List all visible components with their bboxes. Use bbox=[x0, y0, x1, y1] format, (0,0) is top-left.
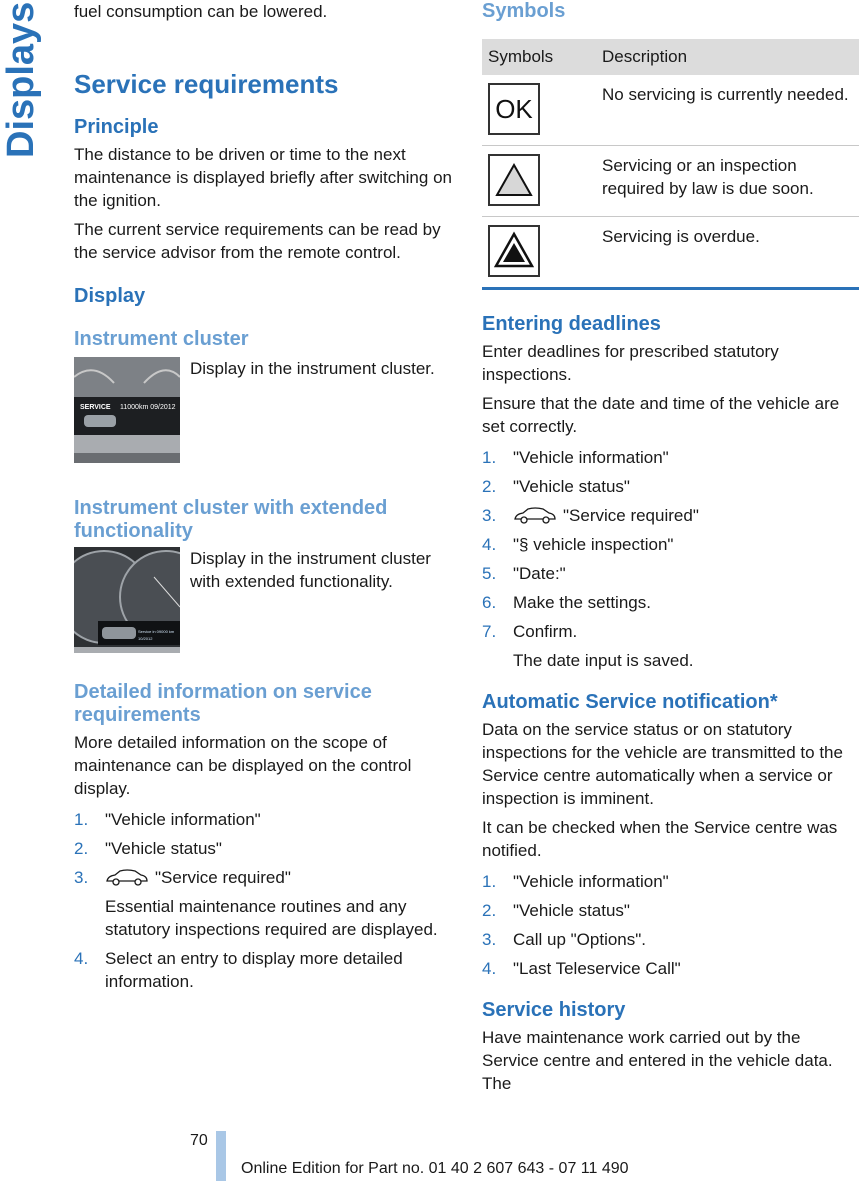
step-subtext: The date input is saved. bbox=[513, 651, 694, 670]
step-number: 3. bbox=[482, 506, 497, 525]
symbol-cell bbox=[482, 75, 596, 146]
step-number: 2. bbox=[482, 477, 497, 496]
step-text: Select an entry to display more detailed information. bbox=[105, 949, 403, 991]
table-row bbox=[482, 217, 859, 289]
step-text: Make the settings. bbox=[513, 593, 651, 612]
car-icon bbox=[105, 868, 149, 886]
cluster-service-label: SERVICE bbox=[80, 404, 111, 411]
extended-cluster-text: Display in the instrument cluster with extended functionality. bbox=[190, 549, 431, 591]
table-row bbox=[482, 146, 859, 217]
step-text: "Vehicle information" bbox=[513, 448, 669, 467]
list-item bbox=[482, 475, 859, 498]
detail-steps bbox=[74, 808, 454, 993]
step-text: "Service required" bbox=[563, 506, 699, 525]
page-title: Service requirements bbox=[74, 69, 339, 99]
display-heading: Display bbox=[74, 285, 146, 307]
auto-notification-heading: Automatic Service notification* bbox=[482, 691, 778, 713]
deadlines-heading: Entering deadlines bbox=[482, 313, 661, 335]
edition-footer: Online Edition for Part no. 01 40 2 607 643 - 07 11 490 bbox=[241, 1160, 629, 1177]
auto-steps bbox=[482, 870, 859, 980]
table-row bbox=[482, 75, 859, 146]
step-number: 4. bbox=[74, 949, 89, 968]
deadlines-paragraph-2: Ensure that the date and time of the vehicle are set correctly. bbox=[482, 394, 840, 436]
step-text: "§ vehicle inspection" bbox=[513, 535, 674, 554]
deadline-steps bbox=[482, 446, 859, 672]
step-number: 3. bbox=[482, 930, 497, 949]
step-number: 1. bbox=[74, 810, 89, 829]
step-text: "Date:" bbox=[513, 564, 566, 583]
section-tab-label: Displays bbox=[0, 1, 42, 158]
principle-paragraph-2: The current service requirements can be read by the service advisor from the remote control. bbox=[74, 220, 441, 262]
list-item bbox=[482, 533, 859, 556]
list-item bbox=[482, 928, 859, 951]
extended-cluster-heading: Instrument cluster with extended functionality bbox=[74, 497, 388, 542]
step-text: Confirm. bbox=[513, 622, 578, 641]
cluster-figure bbox=[74, 357, 454, 469]
car-icon bbox=[513, 506, 557, 524]
step-number: 2. bbox=[482, 901, 497, 920]
step-text: "Vehicle information" bbox=[105, 810, 261, 829]
step-text: "Last Teleservice Call" bbox=[513, 959, 681, 978]
step-number: 1. bbox=[482, 448, 497, 467]
svg-text:OK: OK bbox=[495, 94, 533, 124]
symbol-cell bbox=[482, 146, 596, 217]
table-header-description: Description bbox=[596, 39, 859, 75]
extended-cluster-image bbox=[74, 547, 180, 653]
symbols-table bbox=[482, 39, 859, 290]
step-text: Call up "Options". bbox=[513, 930, 647, 949]
warning-triangle-icon bbox=[488, 154, 540, 206]
auto-paragraph-2: It can be checked when the Service centre was notified. bbox=[482, 818, 838, 860]
footer-bar bbox=[216, 1131, 226, 1181]
extended-cluster-figure bbox=[74, 547, 454, 657]
principle-heading: Principle bbox=[74, 116, 159, 138]
description-cell: No servicing is currently needed. bbox=[596, 75, 859, 146]
auto-paragraph-1: Data on the service status or on statutory inspections for the vehicle are transmitted to the Service centre automatically when a service or inspection is imminent. bbox=[482, 720, 843, 808]
list-item bbox=[74, 866, 454, 941]
left-column bbox=[74, 0, 454, 993]
step-number: 4. bbox=[482, 959, 497, 978]
symbol-cell bbox=[482, 217, 596, 289]
list-item bbox=[482, 957, 859, 980]
intro-text: fuel consumption can be lowered. bbox=[74, 2, 328, 21]
step-text: "Vehicle status" bbox=[105, 839, 222, 858]
extended-readout: Service in 09000 km bbox=[138, 629, 175, 634]
step-text: "Vehicle status" bbox=[513, 477, 630, 496]
section-tab bbox=[0, 0, 40, 160]
list-item bbox=[482, 446, 859, 469]
step-text: "Service required" bbox=[155, 868, 291, 887]
history-paragraph: Have maintenance work carried out by the Service centre and entered in the vehicle data. The bbox=[482, 1028, 833, 1093]
cluster-heading: Instrument cluster bbox=[74, 328, 249, 350]
list-item bbox=[74, 947, 454, 993]
principle-paragraph-1: The distance to be driven or time to the next maintenance is displayed briefly after switching on the ignition. bbox=[74, 145, 452, 210]
page-number: 70 bbox=[190, 1132, 208, 1149]
cluster-readout: 11000km 09/2012 bbox=[120, 404, 176, 411]
step-number: 5. bbox=[482, 564, 497, 583]
deadlines-paragraph-1: Enter deadlines for prescribed statutory inspections. bbox=[482, 342, 779, 384]
detail-paragraph: More detailed information on the scope of maintenance can be displayed on the control display. bbox=[74, 733, 412, 798]
symbols-title: Symbols bbox=[482, 0, 566, 22]
right-column bbox=[482, 0, 859, 1095]
detail-heading: Detailed information on service requirements bbox=[74, 681, 372, 726]
list-item bbox=[74, 837, 454, 860]
list-item bbox=[482, 591, 859, 614]
step-subtext: Essential maintenance routines and any statutory inspections required are displayed. bbox=[105, 897, 438, 939]
step-text: "Vehicle information" bbox=[513, 872, 669, 891]
list-item bbox=[74, 808, 454, 831]
step-number: 7. bbox=[482, 622, 497, 641]
list-item bbox=[482, 504, 859, 527]
list-item bbox=[482, 562, 859, 585]
step-number: 1. bbox=[482, 872, 497, 891]
description-cell: Servicing is overdue. bbox=[596, 217, 859, 289]
step-number: 3. bbox=[74, 868, 89, 887]
step-number: 6. bbox=[482, 593, 497, 612]
list-item bbox=[482, 620, 859, 672]
instrument-cluster-image bbox=[74, 357, 180, 463]
list-item bbox=[482, 870, 859, 893]
service-history-heading: Service history bbox=[482, 999, 626, 1021]
step-number: 2. bbox=[74, 839, 89, 858]
overdue-triangle-icon bbox=[488, 225, 540, 277]
extended-readout-date: 10/2012 bbox=[138, 636, 153, 641]
step-number: 4. bbox=[482, 535, 497, 554]
cluster-text: Display in the instrument cluster. bbox=[190, 359, 435, 378]
table-header-row bbox=[482, 39, 859, 75]
list-item bbox=[482, 899, 859, 922]
description-cell: Servicing or an inspection required by law is due soon. bbox=[596, 146, 859, 217]
table-header-symbols: Symbols bbox=[482, 39, 596, 75]
ok-icon bbox=[488, 83, 540, 135]
step-text: "Vehicle status" bbox=[513, 901, 630, 920]
